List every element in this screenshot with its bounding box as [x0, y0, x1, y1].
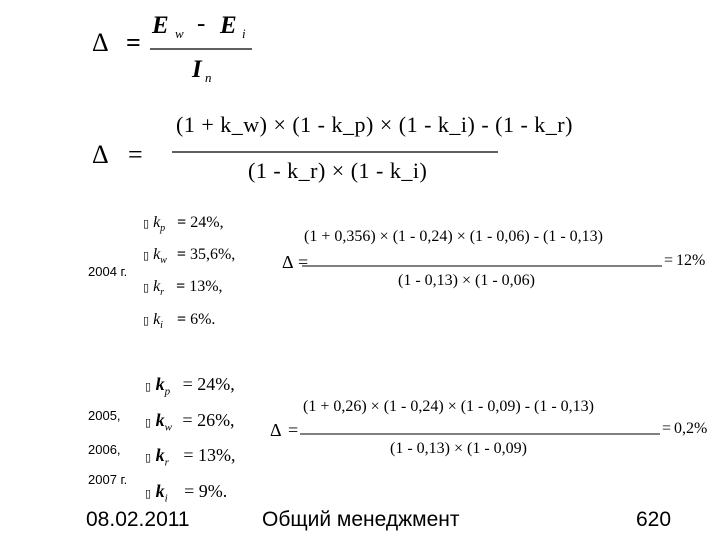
delta-symbol: Δ — [270, 420, 282, 440]
delta-symbol: Δ — [92, 28, 109, 57]
param-eq: = — [176, 246, 186, 264]
param-value: 13%, — [198, 445, 236, 466]
equals-sign: = — [288, 420, 299, 440]
param-eq: = — [183, 445, 194, 466]
param-k: k — [155, 445, 165, 466]
param-k: k — [155, 374, 165, 394]
footer-title: Общий менеджмент — [262, 508, 460, 531]
footer-date: 08.02.2011 — [86, 508, 190, 531]
minus-sign: - — [197, 10, 206, 37]
subscript: w — [175, 26, 184, 41]
variable-e: E — [220, 12, 237, 39]
bracket-glyph-icon: ▯ — [143, 281, 150, 295]
param-sub: r — [164, 456, 169, 469]
variable-i: I — [192, 56, 202, 83]
param-sub: p — [164, 385, 171, 398]
param-sub: r — [160, 287, 165, 299]
delta-symbol: Δ — [282, 252, 294, 272]
param-eq: = — [176, 278, 186, 296]
equals-sign: = — [126, 28, 141, 57]
param-eq: = — [177, 214, 187, 231]
param-k: k — [153, 214, 161, 231]
param-sub: w — [160, 255, 167, 267]
param-eq: = — [176, 310, 187, 328]
result-value: 0,2% — [674, 420, 708, 437]
result-value: 12% — [676, 252, 706, 269]
year-label: 2004 г. — [88, 264, 128, 279]
param-value: 13%, — [189, 278, 223, 296]
calc-numerator: (1 + 0,356) × (1 - 0,24) × (1 - 0,06) - (1 - 0,13) — [304, 228, 604, 245]
bracket-glyph-icon: ▯ — [145, 415, 152, 429]
subscript: i — [242, 26, 246, 41]
year-label: 2007 г. — [88, 472, 128, 487]
result-equals: = — [664, 252, 674, 269]
formula-denominator: (1 - k_r) × (1 - k_i) — [248, 158, 428, 183]
subscript: n — [205, 70, 212, 85]
param-value: 24%, — [190, 214, 224, 231]
equals-sign: = — [298, 252, 309, 272]
param-eq: = — [182, 409, 193, 430]
param-eq: = — [182, 374, 193, 394]
param-k: k — [155, 409, 165, 430]
param-value: 35,6%, — [189, 246, 236, 264]
variable-e: E — [152, 12, 169, 39]
param-value: 9%. — [198, 480, 228, 501]
result-equals: = — [662, 420, 672, 437]
param-sub: p — [160, 223, 166, 235]
param-sub: i — [160, 319, 163, 331]
delta-symbol: Δ — [92, 140, 109, 169]
year-label: 2005, — [88, 408, 121, 423]
formula-numerator: (1 + k_w) × (1 - k_p) × (1 - k_i) - (1 - k_r) — [176, 112, 573, 137]
param-eq: = — [184, 480, 195, 501]
param-k: k — [155, 480, 165, 501]
param-value: 24%, — [197, 374, 235, 394]
calc-denominator: (1 - 0,13) × (1 - 0,09) — [390, 440, 527, 457]
bracket-glyph-icon: ▯ — [145, 451, 152, 465]
param-value: 6%. — [190, 310, 216, 328]
bracket-glyph-icon: ▯ — [143, 249, 150, 263]
bracket-glyph-icon: ▯ — [145, 486, 152, 500]
bracket-glyph-icon: ▯ — [145, 380, 152, 393]
param-k: k — [153, 278, 161, 296]
calc-numerator: (1 + 0,26) × (1 - 0,24) × (1 - 0,09) - (1 - 0,13) — [303, 398, 595, 415]
bracket-glyph-icon: ▯ — [143, 217, 150, 230]
page-number: 620 — [636, 508, 672, 531]
calc-denominator: (1 - 0,13) × (1 - 0,06) — [398, 272, 535, 289]
param-value: 26%, — [197, 409, 235, 430]
param-k: k — [153, 310, 161, 328]
bracket-glyph-icon: ▯ — [143, 313, 150, 327]
year-label: 2006, — [88, 442, 121, 457]
param-sub: w — [164, 421, 172, 434]
param-sub: i — [164, 492, 168, 505]
param-k: k — [153, 246, 161, 264]
equals-sign: = — [128, 140, 143, 169]
